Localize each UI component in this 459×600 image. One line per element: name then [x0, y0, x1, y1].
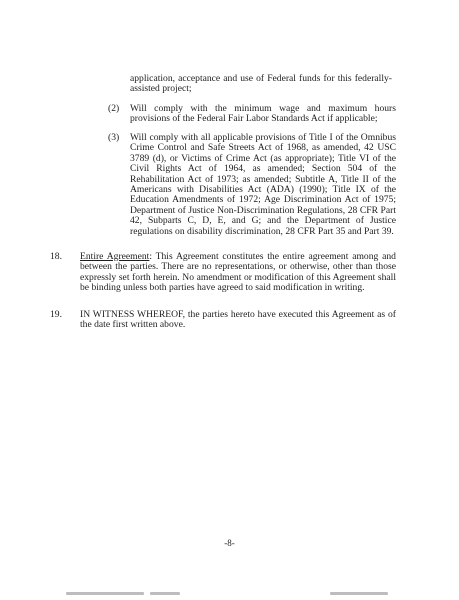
sub-item-text: Will comply with all applicable provisions of Title I of the Omnibus Crime Control and Safe Streets Act of 1968, as amended, 42 USC 3789 (d), or Victims of Crime Act (as appropriate); Title VI of the Civil Rights Act of 1964, as amended; Section 504 of the Rehabilitation Act of 1973; as amended; Subtitle A, Title II of the Americans with Disabilities Act (ADA) (1990); Title IX of the Education Amendments of 1972; Age Discrimination Act of 1975; Department of Justice Non-Discrimination Regulations, 28 CFR Part 42, Subparts C, D, E, and G; and the Department of Justice regulations on disability discrimination, 28 CFR Part 35 and Part 39. — [130, 132, 396, 237]
section-text — [80, 252, 396, 294]
section-19 — [50, 310, 396, 331]
sub-item-number: (3) — [108, 132, 120, 143]
sub-item-number: (2) — [108, 103, 120, 114]
section-body: IN WITNESS WHEREOF, the parties hereto have executed this Agreement as of the date first written above. — [80, 309, 396, 331]
sub-item-3 — [108, 133, 396, 237]
section-heading: Entire Agreement — [80, 251, 150, 262]
page-number: -8- — [224, 538, 235, 548]
section-number: 19. — [50, 309, 62, 320]
sub-item-text: Will comply with the minimum wage and maximum hours provisions of the Federal Fair Labor Standards Act if applicable; — [130, 103, 396, 125]
section-number: 18. — [50, 251, 62, 262]
continuation-paragraph: application, acceptance and use of Federal funds for this federally-assisted project; — [130, 73, 392, 95]
scan-artifact — [330, 592, 388, 595]
scan-artifact — [66, 592, 144, 595]
section-body: : This Agreement constitutes the entire agreement among and between the parties. There are no representations, or otherwise, other than those expressly set forth herein. No amendment or modification of this Agreement shall be binding unless both parties have agreed to said modification in writing. — [80, 251, 396, 294]
section-text — [80, 310, 396, 331]
scan-artifact — [150, 592, 180, 595]
sub-item-2 — [108, 104, 396, 125]
section-18 — [50, 252, 396, 294]
